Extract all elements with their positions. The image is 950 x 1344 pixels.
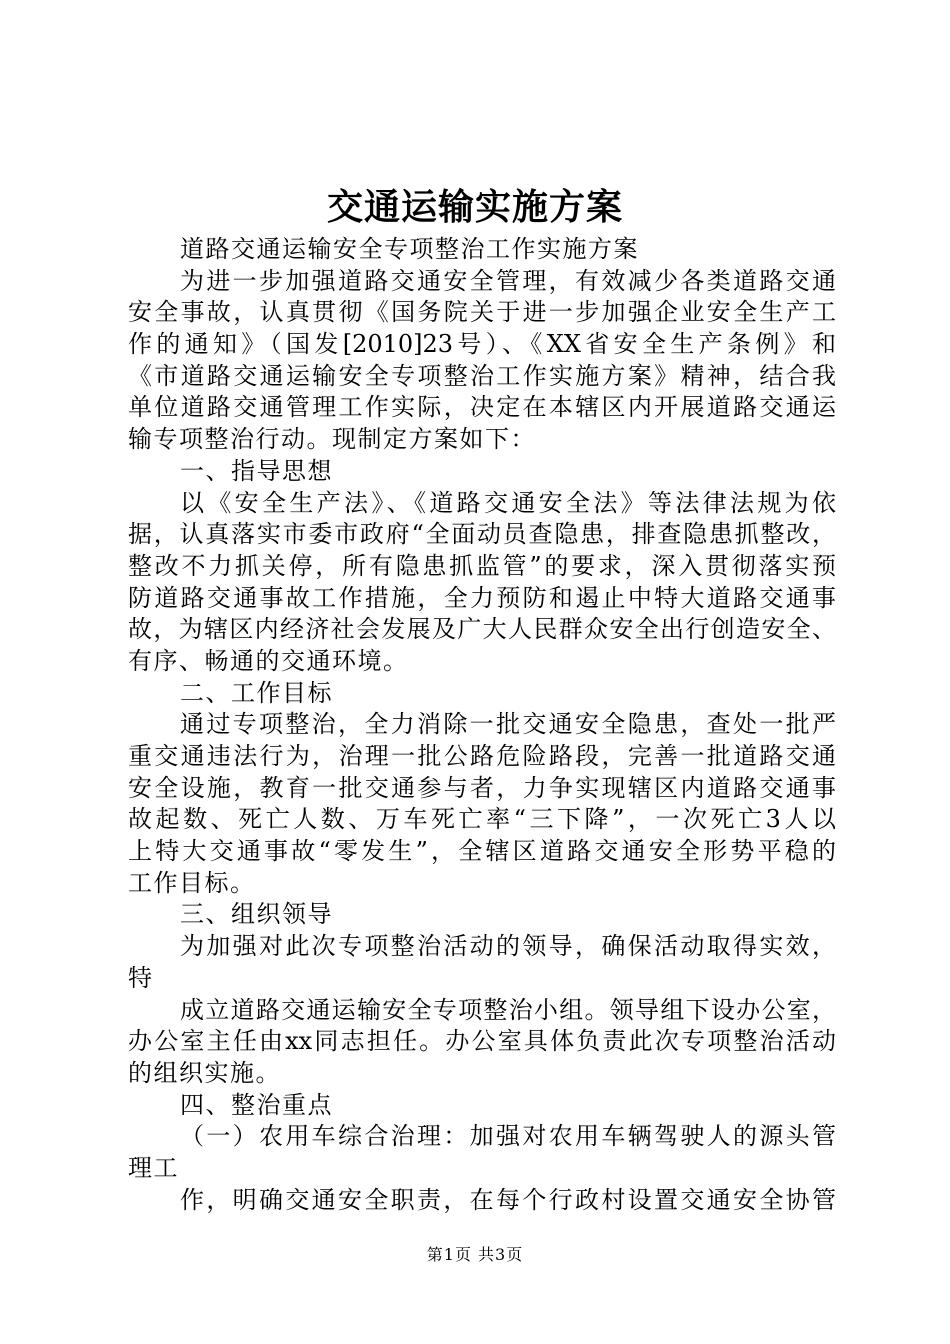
doc-line: 特 xyxy=(128,963,154,992)
document-title: 交通运输实施方案 xyxy=(326,186,623,228)
doc-line: 单位道路交通管理工作实际，决定在本辖区内开展道路交通运 xyxy=(128,393,836,422)
doc-line: 《市道路交通运输安全专项整治工作实施方案》精神，结合我 xyxy=(128,361,836,390)
doc-line: 作，明确交通安全职责，在每个行政村设置交通安全协管 xyxy=(180,1185,836,1214)
doc-line: 输专项整治行动。现制定方案如下： xyxy=(128,425,536,454)
doc-line: 据，认真落实市委市政府“全面动员查隐患，排查隐患抓整改， xyxy=(128,520,836,549)
doc-line: 以《安全生产法》、《道路交通安全法》等法律法规为依 xyxy=(180,488,836,517)
doc-line: 整改不力抓关停，所有隐患抓监管”的要求，深入贯彻落实预 xyxy=(128,551,836,580)
section-heading: 一、指导思想 xyxy=(180,456,333,485)
doc-line: 为加强对此次专项整治活动的领导，确保活动取得实效， xyxy=(180,932,836,961)
doc-line: 重交通违法行为，治理一批公路危险路段，完善一批道路交通 xyxy=(128,742,836,770)
doc-line: 通过专项整治，全力消除一批交通安全隐患，查处一批严 xyxy=(180,710,836,739)
document-body xyxy=(128,234,836,1216)
doc-line: 道路交通运输安全专项整治工作实施方案 xyxy=(180,235,639,263)
section-heading: 二、工作目标 xyxy=(180,678,333,707)
doc-line: （一）农用车综合治理：加强对农用车辆驾驶人的源头管 xyxy=(180,1122,836,1151)
doc-line: 工作目标。 xyxy=(128,868,256,897)
page-number-footer: 第1页 共3页 xyxy=(426,1245,524,1264)
section-heading: 四、整治重点 xyxy=(180,1090,333,1119)
doc-line: 故起数、死亡人数、万车死亡率“三下降”，一次死亡3人以 xyxy=(128,805,836,834)
doc-line: 理工 xyxy=(128,1153,179,1182)
doc-line: 的组织实施。 xyxy=(128,1058,281,1087)
doc-line: 作的通知》（国发[2010]23号）、《XX省安全生产条例》和 xyxy=(128,330,836,359)
doc-line: 成立道路交通运输安全专项整治小组。领导组下设办公室， xyxy=(180,995,836,1024)
section-heading: 三、组织领导 xyxy=(180,900,333,929)
doc-line: 防道路交通事故工作措施，全力预防和遏止中特大道路交通事 xyxy=(128,583,836,612)
doc-line: 有序、畅通的交通环境。 xyxy=(128,646,409,675)
doc-line: 上特大交通事故“零发生”，全辖区道路交通安全形势平稳的 xyxy=(128,837,836,866)
doc-line: 安全事故，认真贯彻《国务院关于进一步加强企业安全生产工 xyxy=(128,298,836,327)
doc-line: 安全设施，教育一批交通参与者，力争实现辖区内道路交通事 xyxy=(128,773,836,802)
doc-line: 故，为辖区内经济社会发展及广大人民群众安全出行创造安全、 xyxy=(128,615,836,644)
doc-line: 办公室主任由xx同志担任。办公室具体负责此次专项整治活动 xyxy=(128,1027,836,1056)
doc-line: 为进一步加强道路交通安全管理，有效减少各类道路交通 xyxy=(180,266,836,295)
